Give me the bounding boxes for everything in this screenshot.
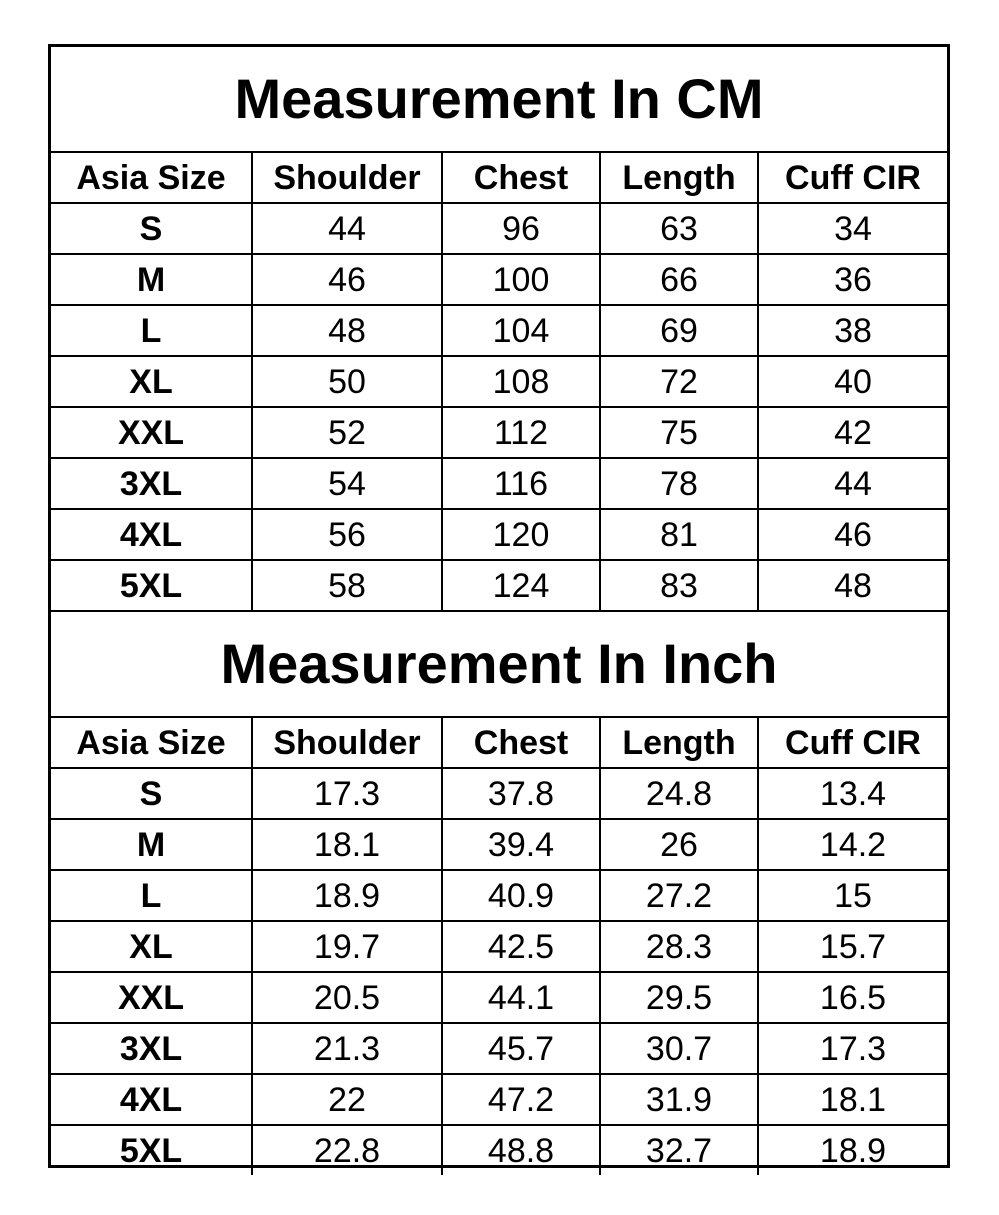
column-header: Shoulder [252,717,442,768]
measurement-cell: 13.4 [758,768,947,819]
column-header: Length [600,717,758,768]
measurement-cell: 36 [758,254,947,305]
measurement-cell: 17.3 [758,1023,947,1074]
measurement-cell: 52 [252,407,442,458]
measurement-cell: 24.8 [600,768,758,819]
measurement-cell: 104 [442,305,600,356]
column-header: Asia Size [51,717,252,768]
size-label-cell: M [51,254,252,305]
table-title: Measurement In Inch [51,612,947,717]
column-header: Cuff CIR [758,152,947,203]
measurement-cell: 44 [252,203,442,254]
table-row [51,768,947,819]
size-label-cell: S [51,203,252,254]
table-row [51,972,947,1023]
measurement-cell: 42 [758,407,947,458]
cm-measurement-table [51,47,947,612]
measurement-cell: 18.1 [252,819,442,870]
measurement-cell: 44 [758,458,947,509]
size-label-cell: M [51,819,252,870]
measurement-cell: 108 [442,356,600,407]
table-row [51,305,947,356]
measurement-cell: 48 [252,305,442,356]
column-header: Shoulder [252,152,442,203]
measurement-cell: 40.9 [442,870,600,921]
measurement-cell: 116 [442,458,600,509]
column-header: Cuff CIR [758,717,947,768]
measurement-cell: 112 [442,407,600,458]
size-label-cell: 4XL [51,1074,252,1125]
measurement-cell: 16.5 [758,972,947,1023]
measurement-cell: 45.7 [442,1023,600,1074]
measurement-cell: 19.7 [252,921,442,972]
size-chart [48,44,950,1168]
measurement-cell: 37.8 [442,768,600,819]
measurement-cell: 66 [600,254,758,305]
table-row [51,407,947,458]
measurement-cell: 81 [600,509,758,560]
size-label-cell: XL [51,921,252,972]
measurement-cell: 28.3 [600,921,758,972]
measurement-cell: 18.9 [758,1125,947,1175]
measurement-cell: 56 [252,509,442,560]
measurement-cell: 58 [252,560,442,611]
measurement-cell: 29.5 [600,972,758,1023]
measurement-cell: 47.2 [442,1074,600,1125]
measurement-cell: 46 [252,254,442,305]
measurement-cell: 18.9 [252,870,442,921]
measurement-cell: 22.8 [252,1125,442,1175]
column-header: Chest [442,152,600,203]
table-title: Measurement In CM [51,47,947,152]
table-row [51,254,947,305]
measurement-cell: 31.9 [600,1074,758,1125]
size-label-cell: 3XL [51,1023,252,1074]
measurement-cell: 22 [252,1074,442,1125]
measurement-cell: 30.7 [600,1023,758,1074]
size-label-cell: 4XL [51,509,252,560]
measurement-cell: 124 [442,560,600,611]
table-row [51,1125,947,1175]
column-header: Length [600,152,758,203]
table-row [51,458,947,509]
table-row [51,356,947,407]
size-label-cell: 3XL [51,458,252,509]
size-label-cell: XXL [51,407,252,458]
size-label-cell: S [51,768,252,819]
measurement-cell: 69 [600,305,758,356]
measurement-cell: 54 [252,458,442,509]
measurement-cell: 38 [758,305,947,356]
size-label-cell: 5XL [51,560,252,611]
table-row [51,819,947,870]
size-label-cell: XL [51,356,252,407]
measurement-cell: 96 [442,203,600,254]
table-row [51,870,947,921]
measurement-cell: 40 [758,356,947,407]
measurement-cell: 21.3 [252,1023,442,1074]
measurement-cell: 120 [442,509,600,560]
measurement-cell: 15 [758,870,947,921]
measurement-cell: 72 [600,356,758,407]
measurement-cell: 50 [252,356,442,407]
measurement-cell: 46 [758,509,947,560]
column-header: Asia Size [51,152,252,203]
size-label-cell: 5XL [51,1125,252,1175]
measurement-cell: 100 [442,254,600,305]
measurement-cell: 15.7 [758,921,947,972]
table-header-row [51,717,947,768]
measurement-cell: 63 [600,203,758,254]
inch-measurement-table [51,612,947,1175]
measurement-cell: 27.2 [600,870,758,921]
table-row [51,921,947,972]
table-title-row [51,612,947,717]
measurement-cell: 48.8 [442,1125,600,1175]
measurement-cell: 78 [600,458,758,509]
size-label-cell: L [51,870,252,921]
table-row [51,203,947,254]
size-label-cell: XXL [51,972,252,1023]
table-row [51,509,947,560]
column-header: Chest [442,717,600,768]
measurement-cell: 48 [758,560,947,611]
measurement-cell: 26 [600,819,758,870]
table-row [51,1023,947,1074]
size-label-cell: L [51,305,252,356]
measurement-cell: 18.1 [758,1074,947,1125]
measurement-cell: 75 [600,407,758,458]
measurement-cell: 42.5 [442,921,600,972]
measurement-cell: 39.4 [442,819,600,870]
measurement-cell: 34 [758,203,947,254]
measurement-cell: 20.5 [252,972,442,1023]
measurement-cell: 14.2 [758,819,947,870]
measurement-cell: 17.3 [252,768,442,819]
table-row [51,1074,947,1125]
table-title-row [51,47,947,152]
measurement-cell: 83 [600,560,758,611]
measurement-cell: 32.7 [600,1125,758,1175]
table-header-row [51,152,947,203]
measurement-cell: 44.1 [442,972,600,1023]
table-row [51,560,947,611]
